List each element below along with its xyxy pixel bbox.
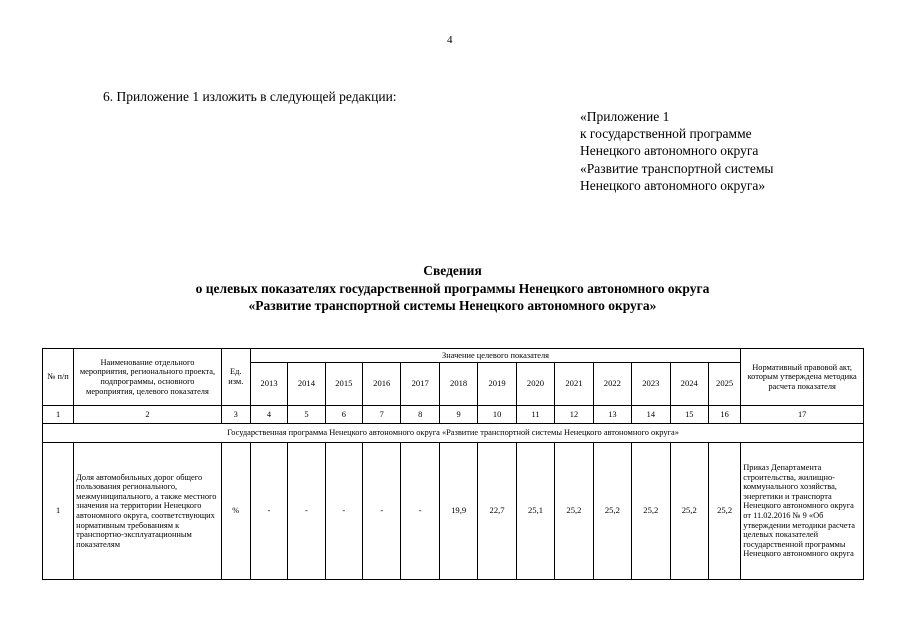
header-year: 2022 [593, 363, 631, 406]
column-number-row [43, 406, 864, 424]
column-number: 11 [516, 406, 554, 424]
column-number: 16 [708, 406, 740, 424]
header-year: 2023 [632, 363, 670, 406]
row-value: 25,2 [670, 443, 708, 580]
column-number: 10 [478, 406, 516, 424]
column-number: 12 [555, 406, 593, 424]
column-number: 15 [670, 406, 708, 424]
header-year: 2020 [516, 363, 554, 406]
row-value: 25,2 [555, 443, 593, 580]
row-value: 22,7 [478, 443, 516, 580]
header-num: № п/п [43, 349, 74, 406]
header-year: 2018 [439, 363, 477, 406]
heading-subtitle: «Развитие транспортной системы Ненецкого автономного округа» [248, 298, 657, 313]
page-number: 4 [447, 34, 453, 46]
header-year: 2021 [555, 363, 593, 406]
header-year: 2025 [708, 363, 740, 406]
program-row [43, 424, 864, 443]
header-year: 2015 [325, 363, 362, 406]
row-value: - [401, 443, 439, 580]
header-act: Нормативный правовой акт, которым утверждена методика расчета показателя [741, 349, 864, 406]
header-year: 2019 [478, 363, 516, 406]
row-num: 1 [43, 443, 74, 580]
column-number: 6 [325, 406, 362, 424]
header-value-group: Значение целевого показателя [250, 349, 740, 363]
header-unit: Ед. изм. [221, 349, 250, 406]
document-heading [0, 262, 905, 315]
column-number: 9 [439, 406, 477, 424]
header-year: 2016 [363, 363, 401, 406]
appendix-line: «Развитие транспортной системы [580, 160, 774, 176]
header-year: 2024 [670, 363, 708, 406]
appendix-line: Ненецкого автономного округа» [580, 177, 766, 193]
header-year: 2017 [401, 363, 439, 406]
row-value: 19,9 [439, 443, 477, 580]
column-number: 5 [288, 406, 325, 424]
heading-title: Сведения [423, 263, 482, 278]
header-name: Наименование отдельного мероприятия, регионального проекта, подпрограммы, основного мероприятия, целевого показателя [74, 349, 222, 406]
header-year: 2013 [250, 363, 287, 406]
row-indicator-name: Доля автомобильных дорог общего пользования регионального, межмуниципального, а также местного значения на территории Ненецкого автономного округа, соответствующих нормативным требованиям к транспортно-эксплуатационным показателям [74, 443, 222, 580]
column-number: 7 [363, 406, 401, 424]
appendix-line: Ненецкого автономного округа [580, 143, 759, 159]
column-number: 14 [632, 406, 670, 424]
row-value: - [363, 443, 401, 580]
indicators-table [42, 348, 864, 580]
row-value: - [325, 443, 362, 580]
appendix-line: «Приложение 1 [580, 109, 670, 124]
header-year: 2014 [288, 363, 325, 406]
column-number: 2 [74, 406, 222, 424]
row-value: 25,2 [632, 443, 670, 580]
column-number: 17 [741, 406, 864, 424]
heading-subtitle: о целевых показателях государственной программы Ненецкого автономного округа [195, 280, 710, 296]
column-number: 13 [593, 406, 631, 424]
column-number: 8 [401, 406, 439, 424]
row-legal-act: Приказ Департамента строительства, жилищно-коммунального хозяйства, энергетики и транспорта Ненецкого автономного округа от 11.02.2016 № 9 «Об утверждении методики расчета целевых показателей государственной программы Ненецкого автономного округа [741, 443, 864, 580]
column-number: 1 [43, 406, 74, 424]
appendix-reference [580, 108, 773, 194]
row-value: 25,1 [516, 443, 554, 580]
instruction-text: 6. Приложение 1 изложить в следующей редакции: [103, 89, 397, 104]
row-value: - [250, 443, 287, 580]
column-number: 3 [221, 406, 250, 424]
program-title: Государственная программа Ненецкого автономного округа «Развитие транспортной системы Ненецкого автономного округа» [43, 424, 864, 443]
row-value: 25,2 [593, 443, 631, 580]
row-unit: % [221, 443, 250, 580]
appendix-line: к государственной программе [580, 126, 752, 142]
column-number: 4 [250, 406, 287, 424]
row-value: 25,2 [708, 443, 740, 580]
table-row [43, 443, 864, 580]
row-value: - [288, 443, 325, 580]
